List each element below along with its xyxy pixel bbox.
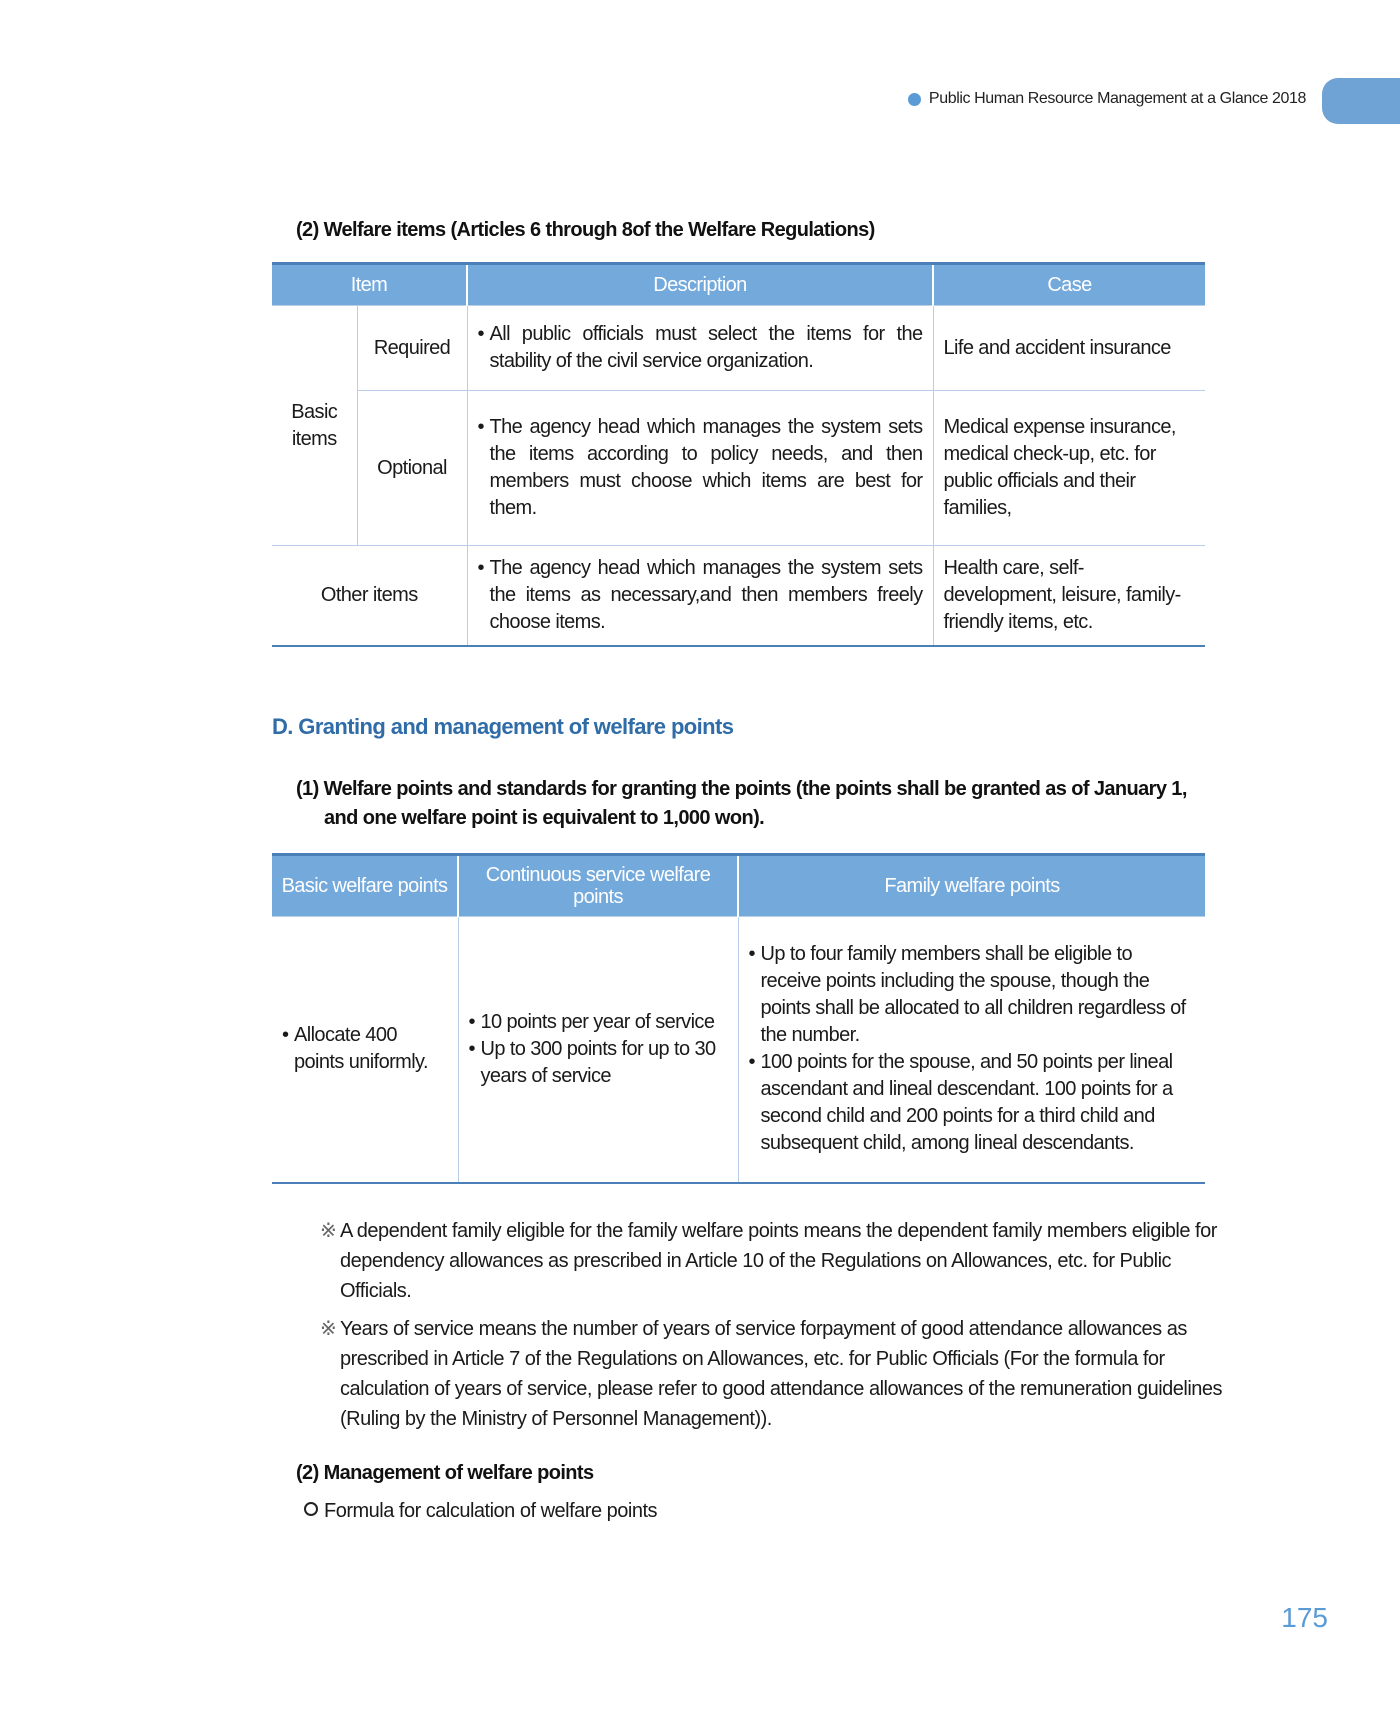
- running-header: [908, 90, 1306, 108]
- column-header-family: Family welfare points: [738, 855, 1205, 917]
- chapter-tab-marker: [1322, 78, 1400, 124]
- list-item: • 100 points for the spouse, and 50 points per lineal ascendant and lineal descendant. 100 points for a second child and 200 points for a third child and subsequent child, among lineal descendants.: [749, 1049, 1196, 1157]
- management-heading: (2) Management of welfare points: [296, 1462, 594, 1484]
- welfare-items-table: [272, 262, 1205, 647]
- list-item: • 10 points per year of service: [469, 1009, 728, 1036]
- running-title: Public Human Resource Management at a Glance 2018: [928, 90, 1306, 107]
- required-label: Required: [357, 306, 467, 391]
- reference-mark-icon: ※: [320, 1318, 337, 1340]
- table-header-row: [272, 264, 1205, 306]
- optional-case: Medical expense insurance, medical check-up, etc. for public officials and their families,: [933, 391, 1205, 546]
- note-text: Years of service means the number of years of service forpayment of good attendance allowances as prescribed in Article 7 of the Regulations on Allowances, etc. for Public Officials (For the formula for calculation of years of service, please refer to good attendance allowances of the remuneration guidelines (Ruling by the Ministry of Personnel Management)).: [340, 1318, 1223, 1430]
- points-heading-line1: (1) Welfare points and standards for granting the points (the points shall be granted as of January 1,: [296, 778, 1187, 800]
- welfare-points-table: [272, 853, 1205, 1184]
- circle-bullet-icon: [304, 1502, 318, 1516]
- list-item: • The agency head which manages the system sets the items according to policy needs, and then members must choose which items are best for them.: [478, 414, 923, 522]
- table-row: [272, 546, 1205, 646]
- family-points-cell: [738, 917, 1205, 1183]
- list-item: • Allocate 400 points uniformly.: [282, 1022, 448, 1076]
- formula-bullet: [304, 1500, 657, 1523]
- column-header-continuous: Continuous service welfare points: [458, 855, 738, 917]
- list-item: • The agency head which manages the system sets the items as necessary,and then members freely choose items.: [478, 555, 923, 636]
- list-item: • All public officials must select the items for the stability of the civil service organization.: [478, 321, 923, 375]
- required-case: Life and accident insurance: [933, 306, 1205, 391]
- column-header-basic: Basic welfare points: [272, 855, 458, 917]
- continuous-points-cell: [458, 917, 738, 1183]
- note-years-of-service: [320, 1314, 1225, 1434]
- basic-points-cell: [272, 917, 458, 1183]
- column-header-item: Item: [272, 264, 467, 306]
- basic-items-text: Basic items: [291, 400, 338, 450]
- column-header-description: Description: [467, 264, 933, 306]
- reference-mark-icon: ※: [320, 1220, 337, 1242]
- table-row: [272, 917, 1205, 1183]
- points-heading-line2: and one welfare point is equivalent to 1,000 won).: [324, 807, 765, 829]
- basic-items-label: [272, 306, 357, 546]
- list-item: • Up to 300 points for up to 30 years of service: [469, 1036, 728, 1090]
- formula-text: Formula for calculation of welfare points: [324, 1500, 657, 1522]
- other-case: Health care, self-development, leisure, family-friendly items, etc.: [933, 546, 1205, 646]
- section-d-heading: D. Granting and management of welfare points: [272, 714, 734, 739]
- note-text: A dependent family eligible for the family welfare points means the dependent family members eligible for dependency allowances as prescribed in Article 10 of the Regulations on Allowances, etc. for Public Officials.: [340, 1220, 1217, 1302]
- welfare-items-heading: (2) Welfare items (Articles 6 through 8of the Welfare Regulations): [296, 219, 875, 241]
- other-items-label: Other items: [272, 546, 467, 646]
- page-number: 175: [1281, 1602, 1328, 1633]
- required-description: [467, 306, 933, 391]
- optional-label: Optional: [357, 391, 467, 546]
- optional-description: [467, 391, 933, 546]
- other-description: [467, 546, 933, 646]
- note-dependent-family: [320, 1216, 1225, 1306]
- bullet-dot-icon: [908, 93, 921, 106]
- list-item: • Up to four family members shall be eligible to receive points including the spouse, though the points shall be allocated to all children regardless of the number.: [749, 941, 1196, 1049]
- column-header-case: Case: [933, 264, 1205, 306]
- table-row: [272, 306, 1205, 391]
- table-header-row: [272, 855, 1205, 917]
- table-row: [272, 391, 1205, 546]
